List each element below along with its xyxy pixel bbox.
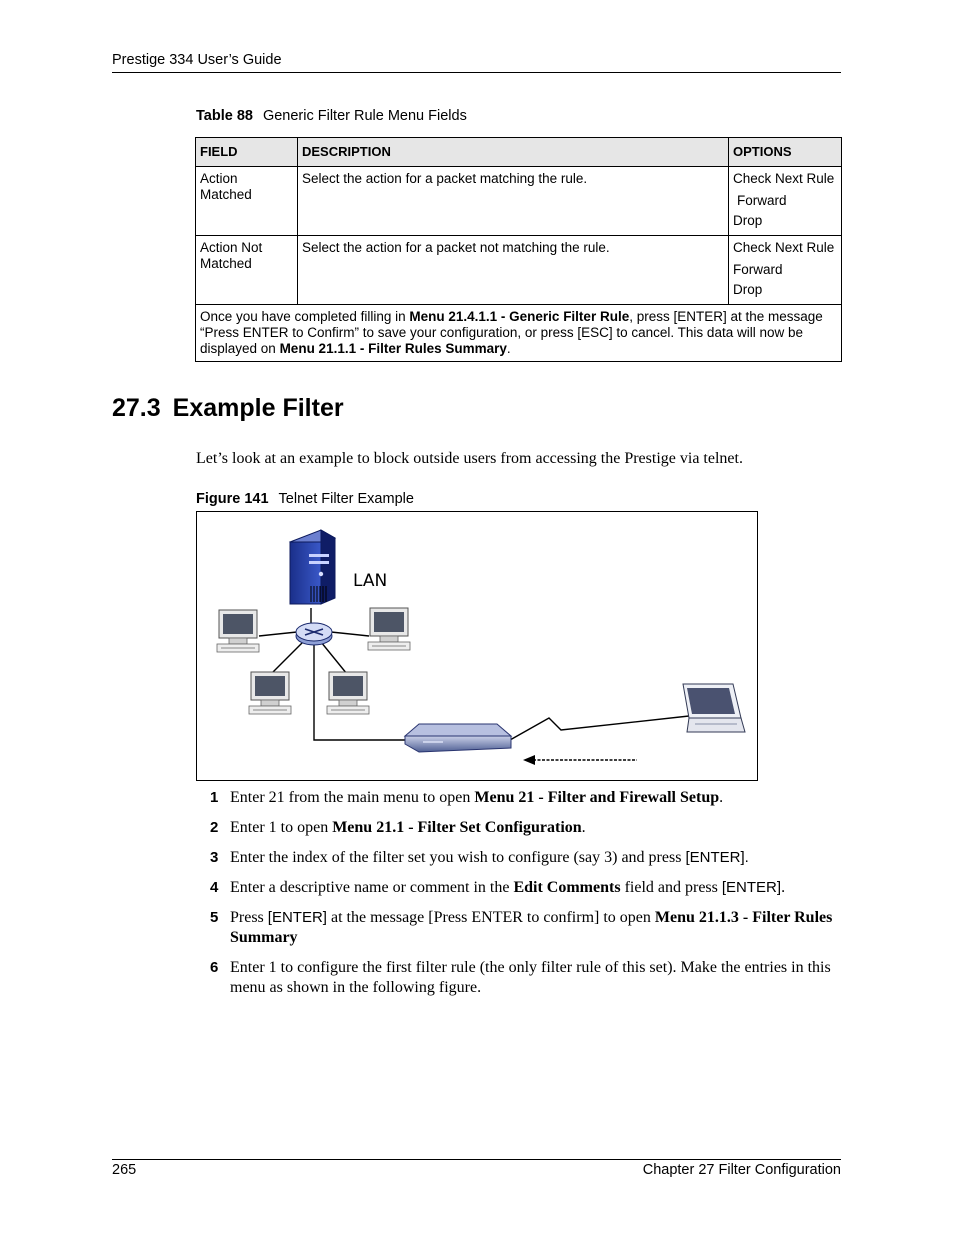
step-text-segment: field and press [620, 879, 722, 896]
step-field-name: Edit Comments [513, 879, 621, 896]
step-number: 5 [210, 909, 219, 926]
description-cell: Select the action for a packet matching the rule. [298, 167, 729, 236]
table-note-row [196, 305, 842, 362]
page-number: 265 [112, 1162, 137, 1178]
note-text: Once you have completed filling in [200, 309, 410, 324]
step-text-segment: at the message [Press ENTER to confirm] to open [326, 909, 655, 926]
procedure-step [210, 818, 842, 838]
telnet-filter-diagram [196, 511, 758, 781]
procedure-step [210, 878, 842, 898]
figure-caption-label: Figure 141 [196, 491, 269, 507]
step-text-segment: . [719, 789, 724, 806]
step-text [230, 958, 842, 998]
procedure-step [210, 958, 842, 998]
note-menu-name: Menu 21.1.1 - Filter Rules Summary [279, 341, 507, 356]
step-menu-name: Menu 21.1.3 - Filter Rules Summary [230, 909, 833, 946]
running-header: Prestige 334 User’s Guide [112, 52, 282, 68]
lan-label: LAN [353, 571, 388, 591]
section-number: 27.3 [112, 394, 161, 422]
figure-caption-text: Telnet Filter Example [278, 491, 414, 507]
step-text [230, 818, 842, 838]
step-number: 6 [210, 959, 219, 976]
table-caption-label: Table 88 [196, 108, 253, 124]
router-icon [296, 623, 332, 645]
server-icon [290, 530, 335, 604]
step-number: 2 [210, 819, 219, 836]
column-header-field: FIELD [196, 138, 298, 167]
table-caption [196, 108, 467, 124]
step-menu-name: Menu 21.1 - Filter Set Configuration [332, 819, 582, 836]
table-row [196, 236, 842, 305]
step-key-name: [ENTER] [267, 909, 327, 926]
step-number: 4 [210, 879, 219, 896]
footer-divider [112, 1159, 841, 1160]
header-divider [112, 72, 841, 73]
figure-caption [196, 491, 414, 507]
remote-laptop-icon [683, 684, 745, 732]
step-text-segment: Enter 1 to configure the first filter rule (the only filter rule of this set). Make the entries in this menu as shown in the following figure. [230, 959, 831, 996]
options-cell [729, 167, 842, 236]
column-header-options: OPTIONS [729, 138, 842, 167]
options-cell [729, 236, 842, 305]
procedure-step [210, 908, 842, 948]
option-item: Drop [733, 282, 763, 297]
option-item: Forward [737, 193, 787, 208]
step-text-segment: . [781, 879, 786, 896]
step-text-segment: Enter a descriptive name or comment in the [230, 879, 514, 896]
column-header-description: DESCRIPTION [298, 138, 729, 167]
step-text [230, 908, 842, 948]
prestige-router-icon [405, 724, 511, 752]
step-text-segment: Enter 1 to open [230, 819, 333, 836]
incoming-telnet-arrow [523, 755, 637, 765]
network-diagram [197, 512, 757, 780]
table-row [196, 167, 842, 236]
field-cell: Action Matched [196, 167, 298, 236]
step-text [230, 878, 842, 898]
filter-rule-fields-table [195, 137, 842, 362]
note-text: , press [ENTER] at the message “Press ENTER to Confirm” to save your configuration, or press [ESC] to cancel. This data will now be displayed on [200, 309, 823, 356]
table-note [196, 305, 842, 362]
lan-workstation-icon [327, 672, 369, 714]
step-text-segment: Enter 21 from the main menu to open [230, 789, 475, 806]
lan-workstation-icon [217, 610, 259, 652]
description-cell: Select the action for a packet not matching the rule. [298, 236, 729, 305]
step-text-segment: Press [230, 909, 268, 926]
lan-workstation-icon [368, 608, 410, 650]
step-key-name: [ENTER]. [685, 849, 749, 866]
intro-paragraph: Let’s look at an example to block outside users from accessing the Prestige via telnet. [196, 450, 743, 467]
section-heading [112, 394, 344, 423]
field-cell: Action Not Matched [196, 236, 298, 305]
step-menu-name: Menu 21 - Filter and Firewall Setup [474, 789, 720, 806]
step-text-segment: . [581, 819, 586, 836]
chapter-label: Chapter 27 Filter Configuration [642, 1162, 841, 1178]
lan-workstation-icon [249, 672, 291, 714]
step-text [230, 848, 842, 868]
option-item: Check Next Rule [733, 171, 835, 186]
option-item: Forward [733, 262, 783, 277]
note-text: . [506, 341, 511, 356]
option-item: Check Next Rule [733, 240, 835, 255]
procedure-steps [210, 788, 842, 1008]
step-text [230, 788, 842, 808]
note-menu-name: Menu 21.4.1.1 - Generic Filter Rule [409, 309, 630, 324]
step-number: 3 [210, 849, 219, 866]
step-key-name: [ENTER] [721, 879, 782, 896]
step-number: 1 [210, 789, 219, 806]
procedure-step [210, 848, 842, 868]
option-item: Drop [733, 213, 763, 228]
table-caption-text: Generic Filter Rule Menu Fields [262, 108, 467, 124]
section-title: Example Filter [172, 394, 344, 422]
procedure-step [210, 788, 842, 808]
step-text-segment: Enter the index of the filter set you wish to configure (say 3) and press [230, 849, 686, 866]
table-header-row [196, 138, 842, 167]
